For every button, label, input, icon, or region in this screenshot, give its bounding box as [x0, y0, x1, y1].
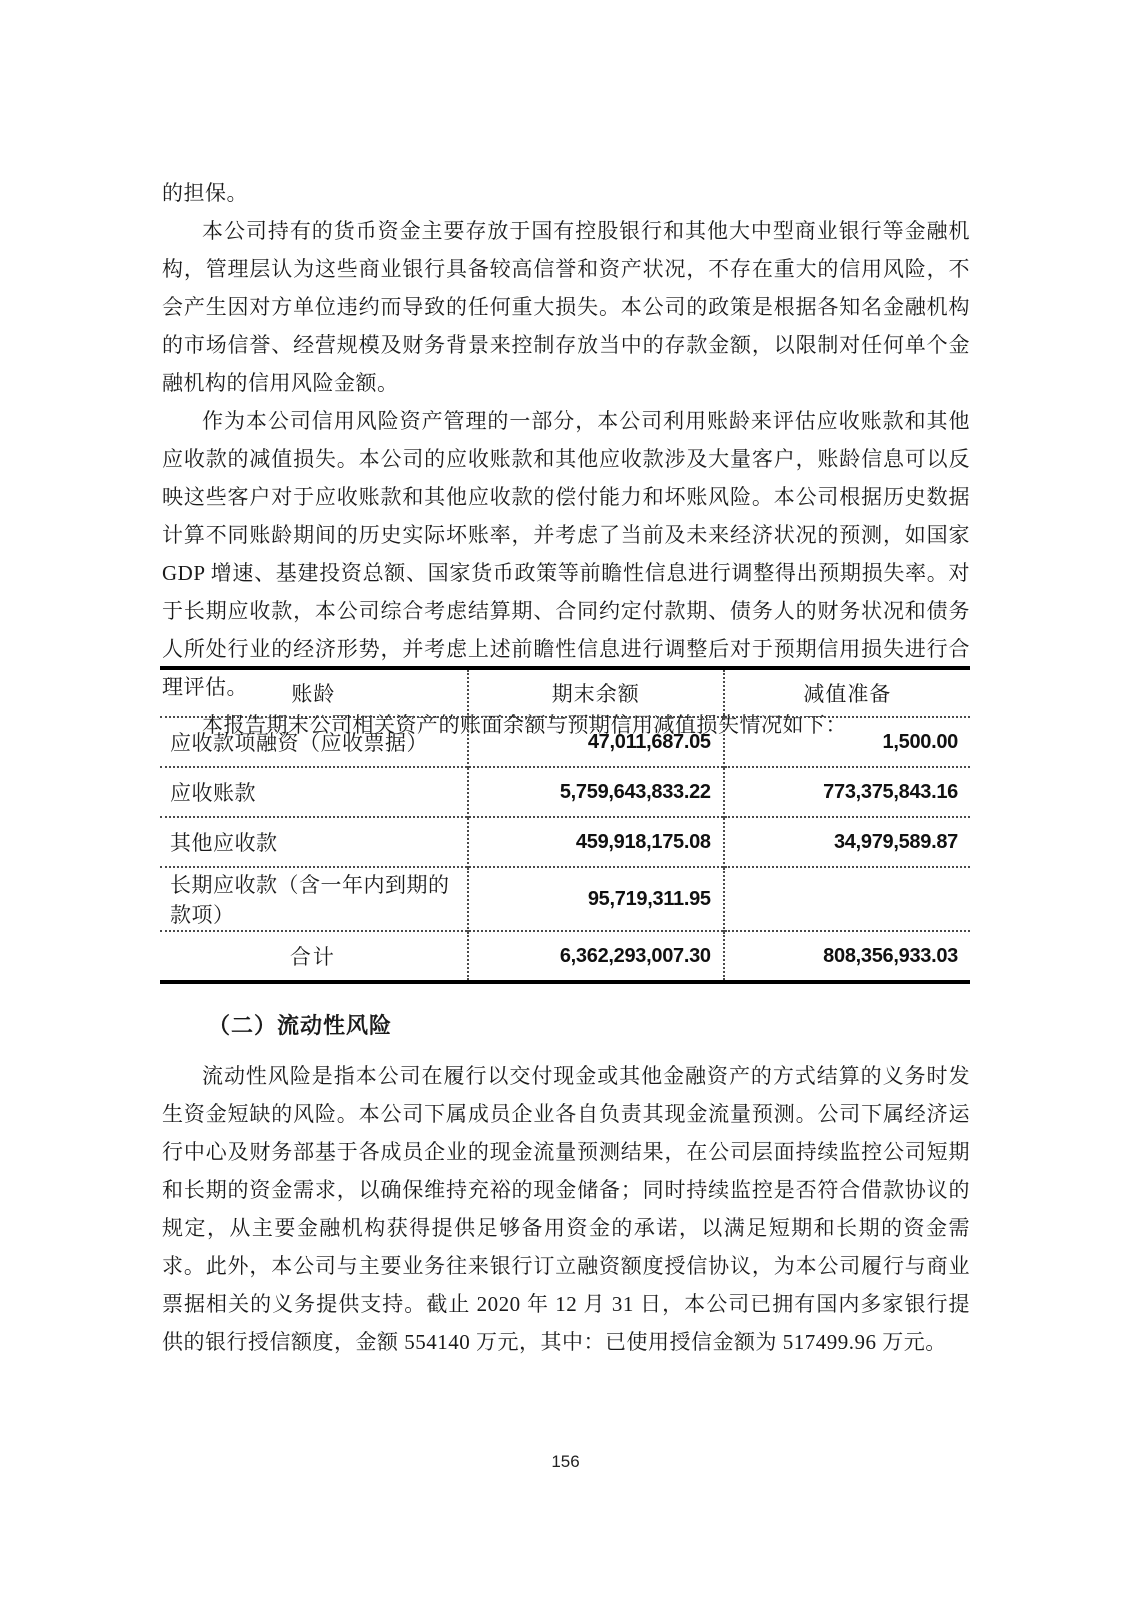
- row-label-accounts-receivable: 应收账款: [160, 767, 468, 817]
- table-row: [160, 767, 970, 817]
- ending-balance-total: 6,362,293,007.30: [468, 931, 724, 982]
- body-text-block: [162, 174, 970, 744]
- paragraph-table-intro: 本报告期末公司相关资产的账面余额与预期信用减值损失情况如下：: [202, 713, 847, 737]
- ending-balance-value: 95,719,311.95: [468, 867, 724, 931]
- table-total-row: [160, 931, 970, 982]
- impairment-provision-value: 34,979,589.87: [724, 817, 970, 867]
- ending-balance-value: 47,011,687.05: [468, 717, 724, 767]
- paragraph-credit-risk-aging: 作为本公司信用风险资产管理的一部分，本公司利用账龄来评估应收账款和其他应收款的减值损失。本公司的应收账款和其他应收款涉及大量客户，账龄信息可以反映这些客户对于应收账款和其他应收款的偿付能力和坏账风险。本公司根据历史数据计算不同账龄期间的历史实际坏账率，并考虑了当前及未来经济状况的预测，如国家 GDP 增速、基建投资总额、国家货币政策等前瞻性信息进行调整得出预期损失率。对于长期应收款，本公司综合考虑结算期、合同约定付款期、债务人的财务状况和债务人所处行业的经济形势，并考虑上述前瞻性信息进行调整后对于预期信用损失进行合理评估。: [162, 409, 970, 699]
- ending-balance-value: 459,918,175.08: [468, 817, 724, 867]
- column-header-aging: 账龄: [291, 682, 336, 706]
- table-header-row: [160, 668, 970, 717]
- impairment-provision-value: 773,375,843.16: [724, 767, 970, 817]
- column-header-impairment-provision: 减值准备: [724, 668, 970, 717]
- page-number: 156: [551, 1452, 580, 1471]
- paragraph-guarantee-continuation: 的担保。: [162, 181, 248, 205]
- credit-impairment-table: [160, 666, 970, 984]
- row-label-long-term-receivables: 长期应收款（含一年内到期的款项）: [160, 867, 468, 931]
- impairment-provision-value: [724, 867, 970, 931]
- impairment-provision-total: 808,356,933.03: [724, 931, 970, 982]
- section-heading-liquidity-risk: （二）流动性风险: [208, 1013, 393, 1038]
- table-row: [160, 867, 970, 931]
- paragraph-liquidity-risk: 流动性风险是指本公司在履行以交付现金或其他金融资产的方式结算的义务时发生资金短缺的风险。本公司下属成员企业各自负责其现金流量预测。公司下属经济运行中心及财务部基于各成员企业的现金流量预测结果，在公司层面持续监控公司短期和长期的资金需求，以确保维持充裕的现金储备；同时持续监控是否符合借款协议的规定，从主要金融机构获得提供足够备用资金的承诺，以满足短期和长期的资金需求。此外，本公司与主要业务往来银行订立融资额度授信协议，为本公司履行与商业票据相关的义务提供支持。截止 2020 年 12 月 31 日，本公司已拥有国内多家银行提供的银行授信额度，金额 554140 万元，其中：已使用授信金额为 517499.96 万元。: [162, 1064, 970, 1354]
- row-label-other-receivables: 其他应收款: [160, 817, 468, 867]
- row-label-receivables-financing: 应收款项融资（应收票据）: [160, 717, 468, 767]
- column-header-ending-balance: 期末余额: [468, 668, 724, 717]
- row-label-total: 合计: [160, 931, 468, 982]
- table-row: [160, 717, 970, 767]
- impairment-provision-value: 1,500.00: [724, 717, 970, 767]
- table-row: [160, 817, 970, 867]
- paragraph-monetary-funds: 本公司持有的货币资金主要存放于国有控股银行和其他大中型商业银行等金融机构，管理层认为这些商业银行具备较高信誉和资产状况，不存在重大的信用风险，不会产生因对方单位违约而导致的任何重大损失。本公司的政策是根据各知名金融机构的市场信誉、经营规模及财务背景来控制存放当中的存款金额，以限制对任何单个金融机构的信用风险金额。: [162, 219, 970, 395]
- ending-balance-value: 5,759,643,833.22: [468, 767, 724, 817]
